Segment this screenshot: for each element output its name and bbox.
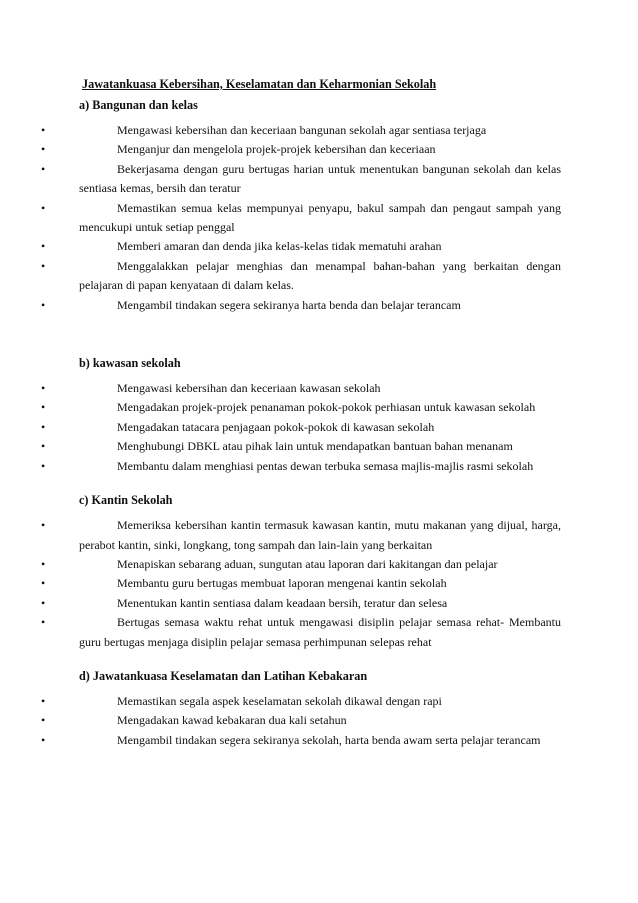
document-page bbox=[41, 76, 561, 750]
bullet-list bbox=[41, 379, 561, 476]
bullet-icon: • bbox=[41, 419, 46, 434]
section-heading: a) Bangunan dan kelas bbox=[79, 98, 198, 112]
list-item bbox=[41, 555, 561, 574]
list-item bbox=[41, 237, 561, 256]
list-item-text: Memeriksa kebersihan kantin termasuk kawasan kantin, mutu makanan yang dijual, harga, perabot kantin, sinki, longkang, tong sampah dan lain-lain yang berkaitan bbox=[79, 518, 561, 552]
list-item-text: Menganjur dan mengelola projek-projek kebersihan dan keceriaan bbox=[117, 142, 436, 157]
bullet-icon: • bbox=[41, 556, 46, 571]
list-item bbox=[41, 594, 561, 613]
bullet-icon: • bbox=[41, 693, 46, 708]
list-item bbox=[41, 613, 561, 652]
list-item-text: Mengadakan projek-projek penanaman pokok-pokok perhiasan untuk kawasan sekolah bbox=[117, 400, 536, 415]
list-item-text: Mengawasi kebersihan dan keceriaan bangunan sekolah agar sentiasa terjaga bbox=[117, 123, 487, 137]
bullet-icon: • bbox=[41, 297, 46, 312]
list-item-text: Memastikan semua kelas mempunyai penyapu, bakul sampah dan pengaut sampah yang mencukupi untuk setiap penggal bbox=[79, 200, 561, 235]
list-item bbox=[41, 379, 561, 398]
list-item bbox=[41, 257, 561, 296]
list-item bbox=[41, 199, 561, 238]
list-item bbox=[41, 711, 561, 730]
list-item-text: Menentukan kantin sentiasa dalam keadaan bersih, teratur dan selesa bbox=[117, 595, 448, 610]
bullet-icon: • bbox=[41, 595, 46, 610]
list-item-text: Membantu dalam menghiasi pentas dewan terbuka semasa majlis-majlis rasmi sekolah bbox=[117, 458, 534, 473]
spacer bbox=[79, 476, 561, 492]
section-heading: b) kawasan sekolah bbox=[79, 356, 181, 371]
list-item-text: Menapiskan sebarang aduan, sungutan atau laporan dari kakitangan dan pelajar bbox=[117, 556, 498, 571]
spacer bbox=[79, 652, 561, 668]
list-item-text: Memberi amaran dan denda jika kelas-kelas tidak mematuhi arahan bbox=[117, 239, 442, 254]
list-item bbox=[41, 160, 561, 199]
list-item bbox=[41, 457, 561, 476]
list-item bbox=[41, 437, 561, 456]
list-item-text: Memastikan segala aspek keselamatan sekolah dikawal dengan rapi bbox=[117, 693, 442, 708]
bullet-icon: • bbox=[41, 123, 46, 137]
bullet-icon: • bbox=[41, 458, 46, 473]
spacer bbox=[79, 315, 561, 355]
list-item bbox=[41, 731, 561, 750]
bullet-icon: • bbox=[41, 439, 46, 454]
bullet-icon: • bbox=[41, 518, 46, 533]
section-heading: c) Kantin Sekolah bbox=[79, 493, 173, 508]
list-item-text: Membantu guru bertugas membuat laporan mengenai kantin sekolah bbox=[117, 576, 447, 591]
list-item bbox=[41, 296, 561, 315]
bullet-icon: • bbox=[41, 615, 46, 630]
list-item-text: Menggalakkan pelajar menghias dan menampal bahan-bahan yang berkaitan dengan pelajaran di papan kenyataan di dalam kelas. bbox=[79, 258, 561, 293]
bullet-icon: • bbox=[41, 258, 46, 273]
bullet-icon: • bbox=[41, 381, 46, 396]
section-kawasan-sekolah bbox=[41, 355, 561, 476]
section-kantin-sekolah bbox=[41, 492, 561, 652]
list-item-text: Mengadakan kawad kebakaran dua kali setahun bbox=[117, 713, 347, 728]
list-item-text: Mengambil tindakan segera sekiranya harta benda dan belajar terancam bbox=[117, 297, 461, 312]
list-item-text: Bertugas semasa waktu rehat untuk mengawasi disiplin pelajar semasa rehat- Membantu guru bertugas menjaga disiplin pelajar semasa perhimpunan selepas rehat bbox=[79, 615, 561, 649]
bullet-icon: • bbox=[41, 200, 46, 215]
section-keselamatan-latihan-kebakaran bbox=[41, 668, 561, 750]
list-item bbox=[41, 516, 561, 555]
list-item bbox=[41, 692, 561, 711]
document-title: Jawatankuasa Kebersihan, Keselamatan dan Keharmonian Sekolah bbox=[82, 77, 437, 91]
bullet-icon: • bbox=[41, 161, 46, 176]
section-bangunan-dan-kelas bbox=[41, 97, 561, 315]
list-item bbox=[41, 121, 561, 140]
bullet-list bbox=[41, 692, 561, 750]
list-item-text: Mengadakan tatacara penjagaan pokok-pokok di kawasan sekolah bbox=[117, 419, 435, 434]
bullet-list bbox=[41, 121, 561, 315]
list-item bbox=[41, 418, 561, 437]
bullet-icon: • bbox=[41, 400, 46, 415]
bullet-list bbox=[41, 516, 561, 652]
bullet-icon: • bbox=[41, 732, 46, 747]
bullet-icon: • bbox=[41, 713, 46, 728]
bullet-icon: • bbox=[41, 576, 46, 591]
bullet-icon: • bbox=[41, 239, 46, 254]
section-heading: d) Jawatankuasa Keselamatan dan Latihan Kebakaran bbox=[79, 668, 368, 683]
bullet-icon: • bbox=[41, 142, 46, 157]
list-item-text: Menghubungi DBKL atau pihak lain untuk mendapatkan bantuan bahan menanam bbox=[117, 439, 513, 454]
list-item-text: Bekerjasama dengan guru bertugas harian untuk menentukan bangunan sekolah dan kelas sentiasa kemas, bersih dan teratur bbox=[79, 161, 561, 196]
list-item-text: Mengambil tindakan segera sekiranya sekolah, harta benda awam serta pelajar terancam bbox=[117, 732, 541, 747]
list-item bbox=[41, 398, 561, 417]
list-item bbox=[41, 140, 561, 159]
list-item bbox=[41, 574, 561, 593]
list-item-text: Mengawasi kebersihan dan keceriaan kawasan sekolah bbox=[117, 381, 381, 396]
